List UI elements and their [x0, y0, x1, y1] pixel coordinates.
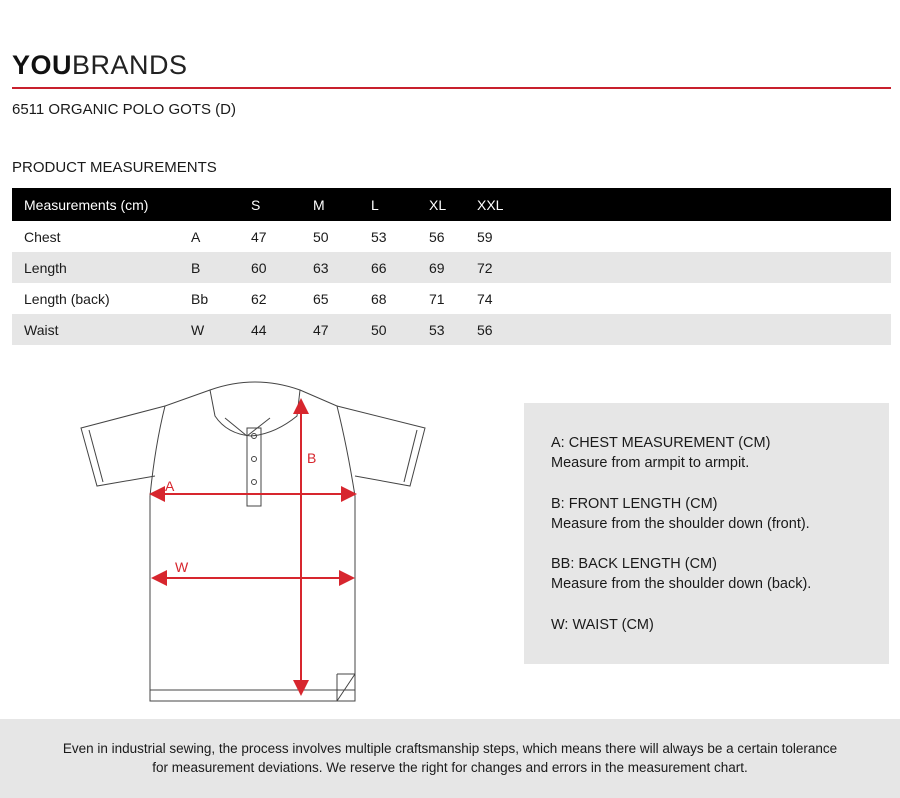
row-code: Bb	[191, 290, 209, 307]
cell-value: 74	[477, 290, 493, 307]
cell-value: 69	[429, 252, 477, 283]
row-code: A	[191, 228, 201, 245]
footer-line-1: Even in industrial sewing, the process involves multiple craftsmanship steps, which means there will always be a certain tolerance	[62, 741, 838, 756]
header-size-s: S	[251, 188, 313, 221]
cell-value: 44	[251, 314, 313, 345]
row-name: Length (back)	[24, 290, 110, 307]
legend-title: W: WAIST (CM)	[551, 617, 654, 633]
header-measurements-label: Measurements (cm)	[12, 188, 191, 221]
cell-value: 47	[313, 314, 371, 345]
cell-value: 63	[313, 252, 371, 283]
footer-disclaimer	[0, 719, 900, 798]
legend-item	[551, 615, 654, 635]
cell-value: 65	[313, 290, 329, 307]
measurements-table	[12, 188, 891, 345]
label-w: W	[175, 559, 189, 575]
cell-value: 68	[371, 290, 387, 307]
legend-title: A: CHEST MEASUREMENT (CM)	[551, 435, 771, 451]
brand-logo-light: BRANDS	[72, 50, 188, 80]
cell-value: 71	[429, 290, 445, 307]
row-code: B	[191, 252, 251, 283]
cell-value: 56	[429, 228, 445, 245]
header-size-xl: XL	[429, 188, 477, 221]
polo-shirt-outline	[81, 382, 425, 701]
table-row	[12, 252, 891, 283]
legend-title: BB: BACK LENGTH (CM)	[551, 556, 717, 572]
row-name: Length	[12, 252, 191, 283]
measurement-legend	[524, 403, 889, 664]
table-header-row	[12, 188, 891, 221]
header-rule	[12, 87, 891, 89]
legend-description: Measure from the shoulder down (back).	[551, 576, 812, 592]
cell-value: 59	[477, 228, 493, 245]
cell-value: 66	[371, 252, 429, 283]
cell-value: 72	[477, 252, 891, 283]
legend-item	[551, 433, 770, 473]
table-row	[12, 283, 891, 314]
header-code	[191, 188, 251, 221]
table-row	[12, 314, 891, 345]
product-title: 6511 ORGANIC POLO GOTS (D)	[12, 101, 236, 118]
header-size-m: M	[313, 188, 371, 221]
cell-value: 60	[251, 252, 313, 283]
brand-logo-bold: YOU	[12, 50, 73, 80]
brand-logo	[12, 50, 188, 81]
legend-title: B: FRONT LENGTH (CM)	[551, 496, 718, 512]
label-b: B	[307, 450, 317, 466]
header-size-l: L	[371, 188, 429, 221]
section-title: PRODUCT MEASUREMENTS	[12, 159, 217, 176]
cell-value: 50	[371, 314, 429, 345]
label-a: A	[165, 478, 175, 494]
cell-value: 56	[477, 314, 891, 345]
polo-shirt-diagram	[75, 376, 435, 706]
cell-value: 53	[429, 314, 477, 345]
cell-value: 62	[251, 290, 267, 307]
legend-description: Measure from the shoulder down (front).	[551, 516, 810, 532]
row-code: W	[191, 314, 251, 345]
legend-item	[551, 494, 810, 534]
footer-line-2: for measurement deviations. We reserve the right for changes and errors in the measurement chart.	[152, 760, 748, 775]
row-name: Waist	[12, 314, 191, 345]
cell-value: 47	[251, 228, 267, 245]
legend-description: Measure from armpit to armpit.	[551, 455, 750, 471]
cell-value: 53	[371, 228, 387, 245]
header-size-xxl: XXL	[477, 188, 891, 221]
row-name: Chest	[24, 228, 61, 245]
legend-item	[551, 554, 811, 594]
table-row	[12, 221, 891, 252]
cell-value: 50	[313, 228, 329, 245]
